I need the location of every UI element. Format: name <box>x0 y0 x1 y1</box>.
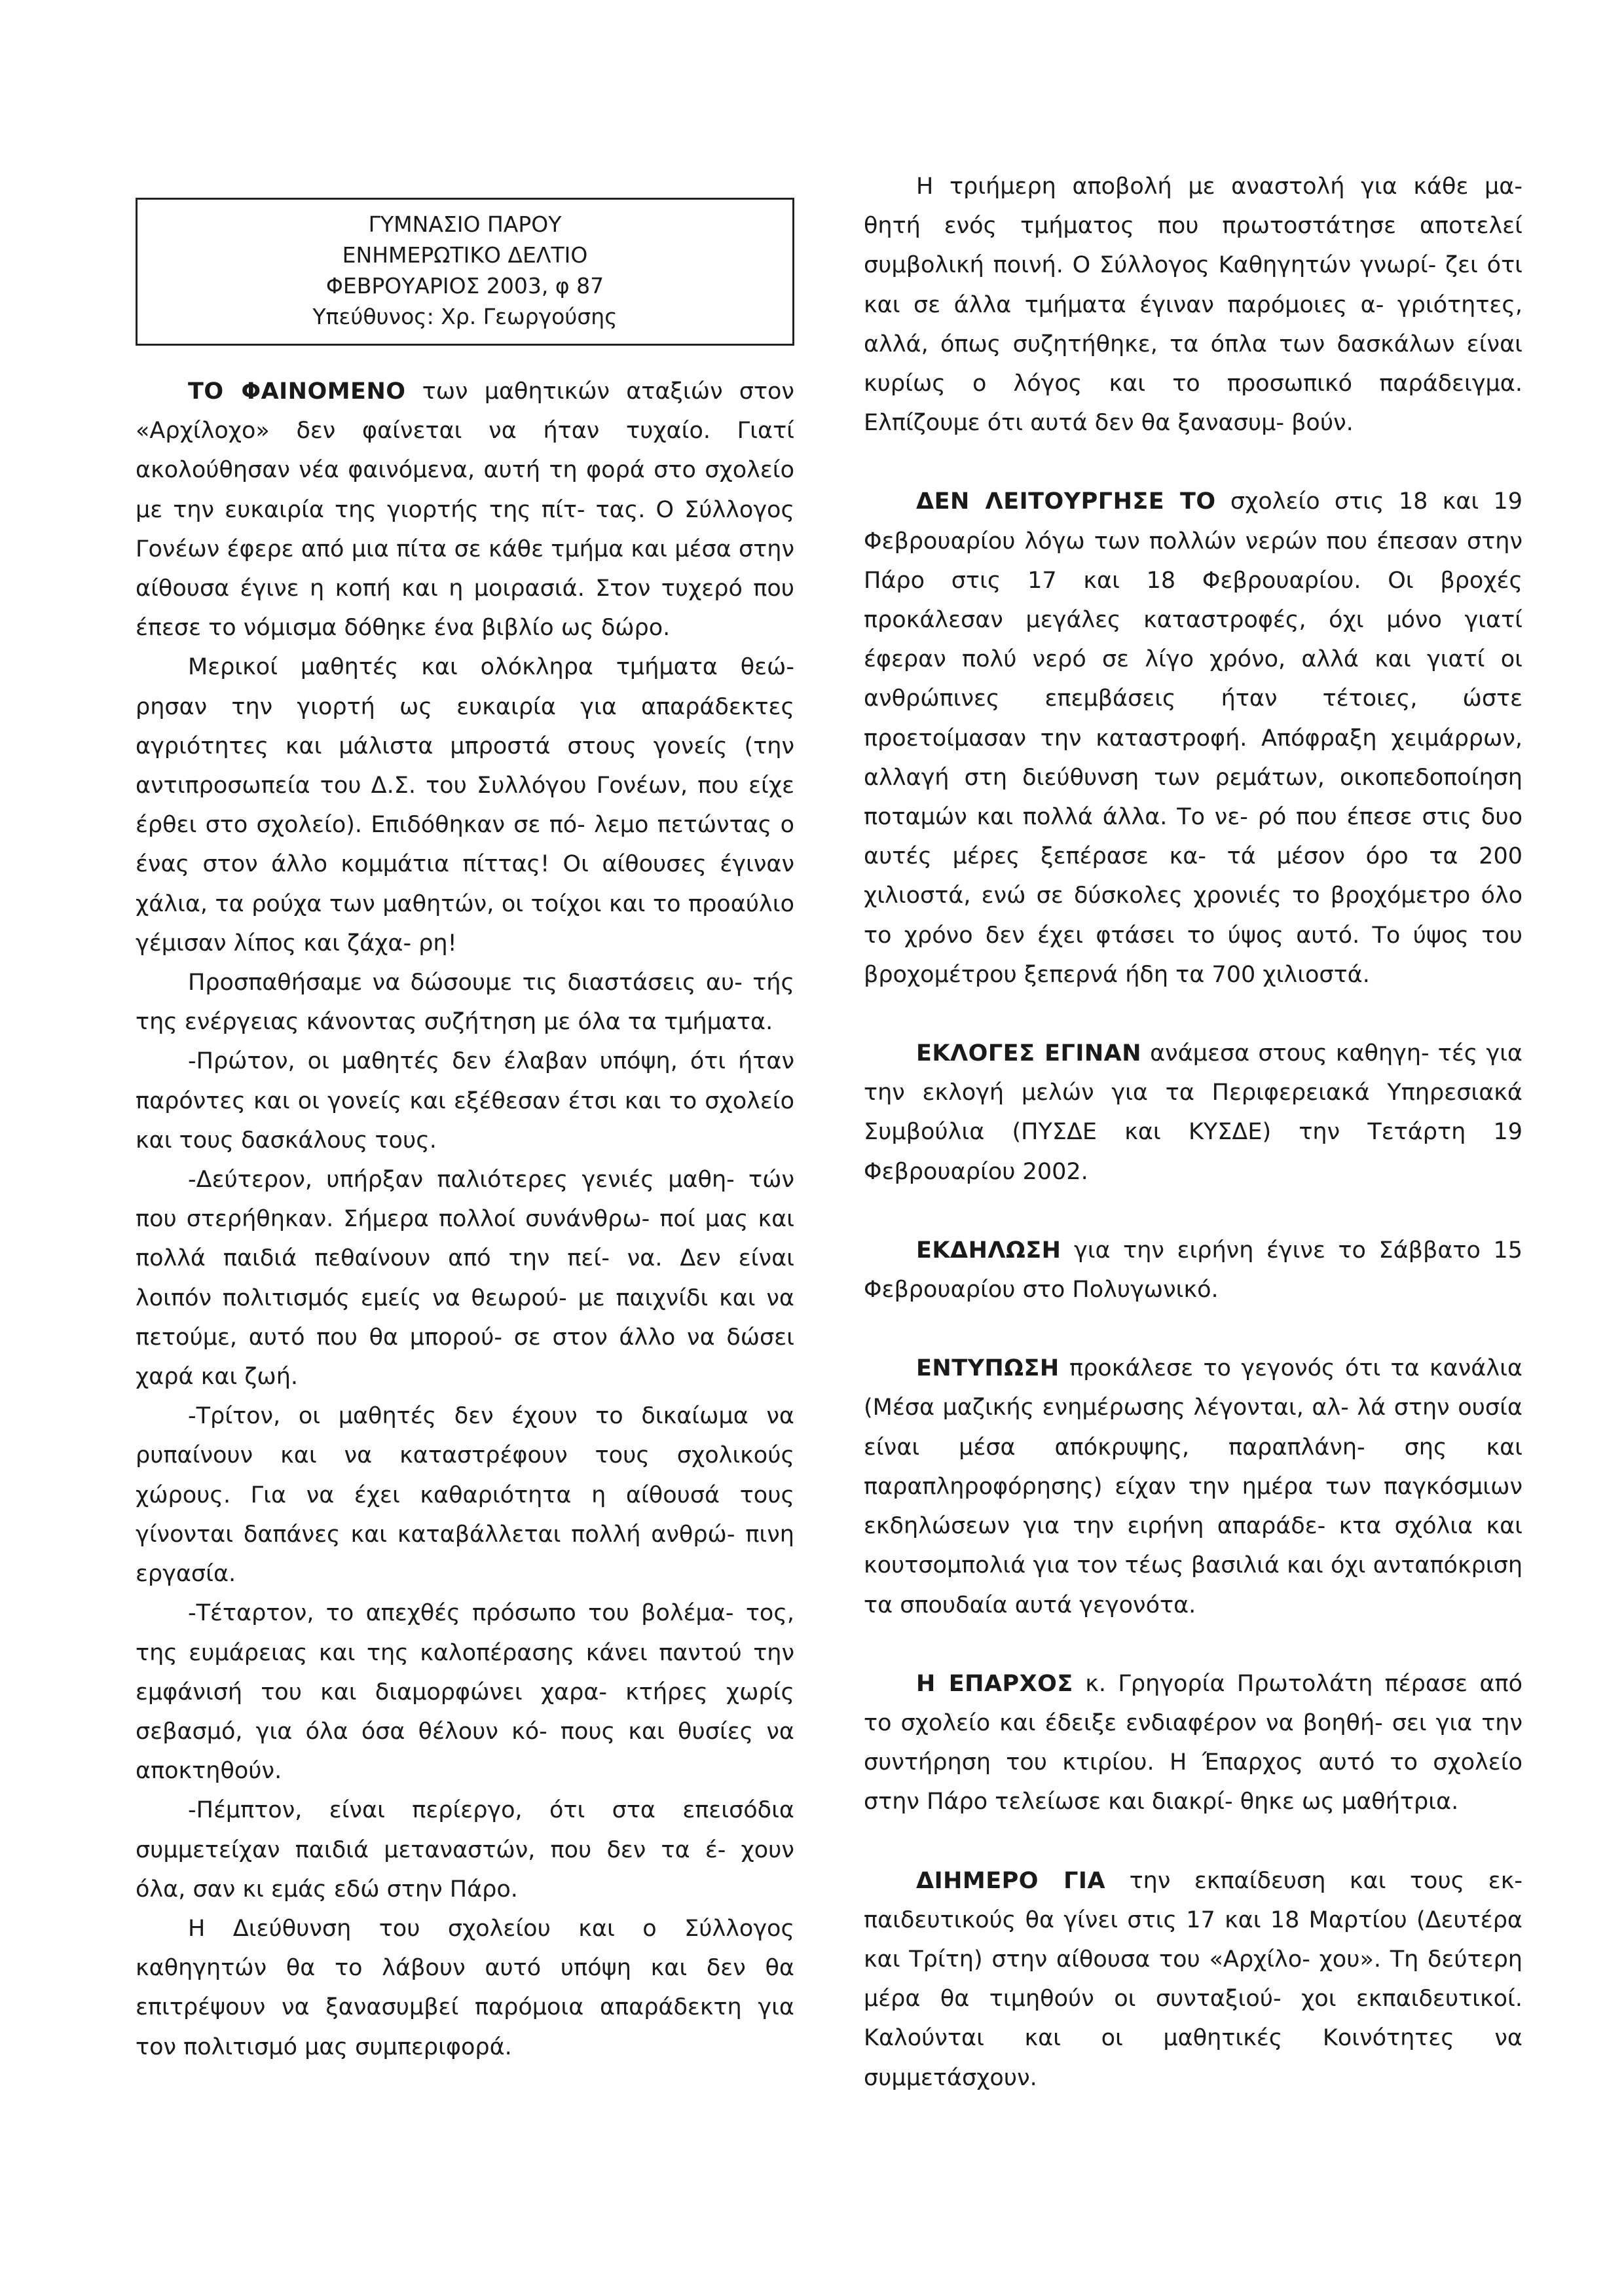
left-column <box>136 0 794 2067</box>
article-heading: ΕΚΛΟΓΕΣ ΕΓΙΝΑΝ <box>916 1040 1142 1067</box>
paragraph: -Τέταρτον, το απεχθές πρόσωπο του βολέμα- τος, της ευμάρειας και της καλοπέρασης κάνει παντού την εμφάνισή του και διαμορφώνει χαρα- κτήρες χωρίς σεβασμό, για όλα όσα θέλουν κό- πους και θυσίες να αποκτηθούν. <box>136 1600 794 1785</box>
article-two-day-event <box>864 1861 1522 2098</box>
bulletin-title: ΕΝΗΜΕΡΩΤΙΚΟ ΔΕΛΤΙΟ <box>342 242 588 268</box>
article-prefect <box>864 1664 1522 1822</box>
article-heading: ΔΕΝ ΛΕΙΤΟΥΡΓΗΣΕ ΤΟ <box>916 488 1216 515</box>
article-impression <box>864 1349 1522 1624</box>
paragraph: Μερικοί μαθητές και ολόκληρα τμήματα θεώ- ρησαν την γιορτή ως ευκαιρία για απαράδεκτες αγριότητες και μάλιστα μπροστά στους γονείς (την αντιπροσωπεία του Δ.Σ. του Συλλόγου Γονέων, που είχε έρθει στο σχολείο). Επιδόθηκαν σε πό- λεμο πετώντας ο ένας στον άλλο κομμάτια πίττας! Οι αίθουσες έγιναν χάλια, τα ρούχα των μαθητών, οι τοίχοι και το προαύλιο γέμισαν λίπος και ζάχα- ρη! <box>136 654 794 957</box>
paragraph: κ. Γρηγορία Πρωτολάτη πέρασε από το σχολείο και έδειξε ενδιαφέρον να βοηθή- σει για την συντήρηση του κτιρίου. Η Έπαρχος αυτό το σχολείο στην Πάρο τελείωσε και διακρί- θηκε ως μαθήτρια. <box>864 1670 1522 1815</box>
article-heading: ΔΙΗΜΕΡΟ ΓΙΑ <box>916 1867 1106 1894</box>
article-phenomenon <box>136 372 794 647</box>
paragraph: την εκπαίδευση και τους εκ- παιδευτικούς θα γίνει στις 17 και 18 Μαρτίου (Δευτέρα και Τρίτη) στην αίθουσα του «Αρχίλο- χου». Τη δεύτερη μέρα θα τιμηθούν οι συνταξιού- χοι εκπαιδευτικοί. Καλούνται και οι μαθητικές Κοινότητες να συμμετάσχουν. <box>864 1867 1522 2091</box>
school-name: ΓΥΜΝΑΣΙΟ ΠΑΡΟΥ <box>368 211 562 237</box>
editor: Υπεύθυνος: Χρ. Γεωργούσης <box>312 304 618 329</box>
paragraph: -Τρίτον, οι μαθητές δεν έχουν το δικαίωμα να ρυπαίνουν και να καταστρέφουν τους σχολικούς χώρους. Για να έχει καθαριότητα η αίθουσά τους γίνονται δαπάνες και καταβάλλεται πολλή ανθρώ- πινη εργασία. <box>136 1403 794 1588</box>
paragraph: Προσπαθήσαμε να δώσουμε τις διαστάσεις αυ- τής της ενέργειας κάνοντας συζήτηση με όλα τα τμήματα. <box>136 970 794 1036</box>
article-heading: Η ΕΠΑΡΧΟΣ <box>916 1670 1073 1697</box>
paragraph: για την ειρήνη έγινε το Σάββατο 15 Φεβρουαρίου στο Πολυγωνικό. <box>864 1237 1522 1303</box>
paragraph: ανάμεσα στους καθηγη- τές για την εκλογή μελών για τα Περιφερειακά Υπηρεσιακά Συμβούλια (ΠΥΣΔΕ και ΚΥΣΔΕ) την Τετάρτη 19 Φεβρουαρίου 2002. <box>864 1040 1522 1185</box>
paragraph: Η τριήμερη αποβολή με αναστολή για κάθε μα- θητή ενός τμήματος που πρωτοστάτησε αποτελεί συμβολική ποινή. Ο Σύλλογος Καθηγητών γνωρί- ζει ότι και σε άλλα τμήματα έγιναν παρόμοιες α- γριότητες, αλλά, όπως συζητήθηκε, τα όπλα των δασκάλων είναι κυρίως ο λόγος και το προσωπικό παράδειγμα. Ελπίζουμε ότι αυτά δεν θα ξανασυμ- βούν. <box>864 173 1522 437</box>
article-heading: ΕΝΤΥΠΩΣΗ <box>916 1355 1060 1382</box>
article-school-closed <box>864 482 1522 994</box>
issue-date: ΦΕΒΡΟΥΑΡΙΟΣ 2003, φ 87 <box>325 273 604 299</box>
paragraph: σχολείο στις 18 και 19 Φεβρουαρίου λόγω των πολλών νερών που έπεσαν στην Πάρο στις 17 και 18 Φεβρουαρίου. Οι βροχές προκάλεσαν μεγάλες καταστροφές, όχι μόνο γιατί έφεραν πολύ νερό σε λίγο χρόνο, αλλά και γιατί οι ανθρώπινες επεμβάσεις ήταν τέτοιες, ώστε προετοίμασαν την καταστροφή. Απόφραξη χειμάρρων, αλλαγή στη διεύθυνση των ρεμάτων, οικοπεδοποίηση ποταμών και πολλά άλλα. Το νε- ρό που έπεσε στις δυο αυτές μέρες ξεπέρασε κα- τά μέσον όρο τα 200 χιλιοστά, ενώ σε δύσκολες χρονιές το βροχόμετρο όλο το χρόνο δεν έχει φτάσει το ύψος αυτό. Το ύψος του βροχομέτρου ξεπερνά ήδη τα 700 χιλιοστά. <box>864 488 1522 988</box>
article-event <box>864 1231 1522 1309</box>
paragraph: προκάλεσε το γεγονός ότι τα κανάλια (Μέσα μαζικής ενημέρωσης λέγονται, αλ- λά στην ουσία είναι μέσα απόκρυψης, παραπλάνη- σης και παραπληροφόρησης) είχαν την ημέρα των παγκόσμιων εκδηλώσεων για την ειρήνη απαράδε- κτα σχόλια και κουτσομπολιά για τον τέως βασιλιά και όχι ανταπόκριση τα σπουδαία αυτά γεγονότα. <box>864 1355 1522 1618</box>
paragraph: -Δεύτερον, υπήρξαν παλιότερες γενιές μαθη- τών που στερήθηκαν. Σήμερα πολλοί συνάνθρω- ποί μας και πολλά παιδιά πεθαίνουν από την πεί- να. Δεν είναι λοιπόν πολιτισμός εμείς να θεωρού- με παιχνίδι και να πετούμε, αυτό που θα μπορού- σε στον άλλο να δώσει χαρά και ζωή. <box>136 1167 794 1391</box>
article-heading: ΤΟ ΦΑΙΝΟΜΕΝΟ <box>188 378 406 405</box>
article-heading: ΕΚΔΗΛΩΣΗ <box>916 1237 1061 1264</box>
article-elections <box>864 1034 1522 1192</box>
paragraph: -Πέμπτον, είναι περίεργο, ότι στα επεισόδια συμμετείχαν παιδιά μεταναστών, που δεν τα έ- χουν όλα, σαν κι εμάς εδώ στην Πάρο. <box>136 1797 794 1903</box>
right-column <box>864 0 1522 2098</box>
paragraph: των μαθητικών αταξιών στον «Αρχίλοχο» δεν φαίνεται να ήταν τυχαίο. Γιατί ακολούθησαν νέα φαινόμενα, αυτή τη φορά στο σχολείο με την ευκαιρία της γιορτής της πίτ- τας. Ο Σύλλογος Γονέων έφερε από μια πίτα σε κάθε τμήμα και μέσα στην αίθουσα έγινε η κοπή και η μοιρασιά. Στον τυχερό που έπεσε το νόμισμα δόθηκε ένα βιβλίο ως δώρο. <box>136 378 794 642</box>
paragraph: -Πρώτον, οι μαθητές δεν έλαβαν υπόψη, ότι ήταν παρόντες και οι γονείς και εξέθεσαν έτσι και το σχολείο και τους δασκάλους τους. <box>136 1048 794 1154</box>
paragraph: Η Διεύθυνση του σχολείου και ο Σύλλογος καθηγητών θα το λάβουν αυτό υπόψη και δεν θα επιτρέψουν να ξανασυμβεί παρόμοια απαράδεκτη για τον πολιτισμό μας συμπεριφορά. <box>136 1915 794 2060</box>
